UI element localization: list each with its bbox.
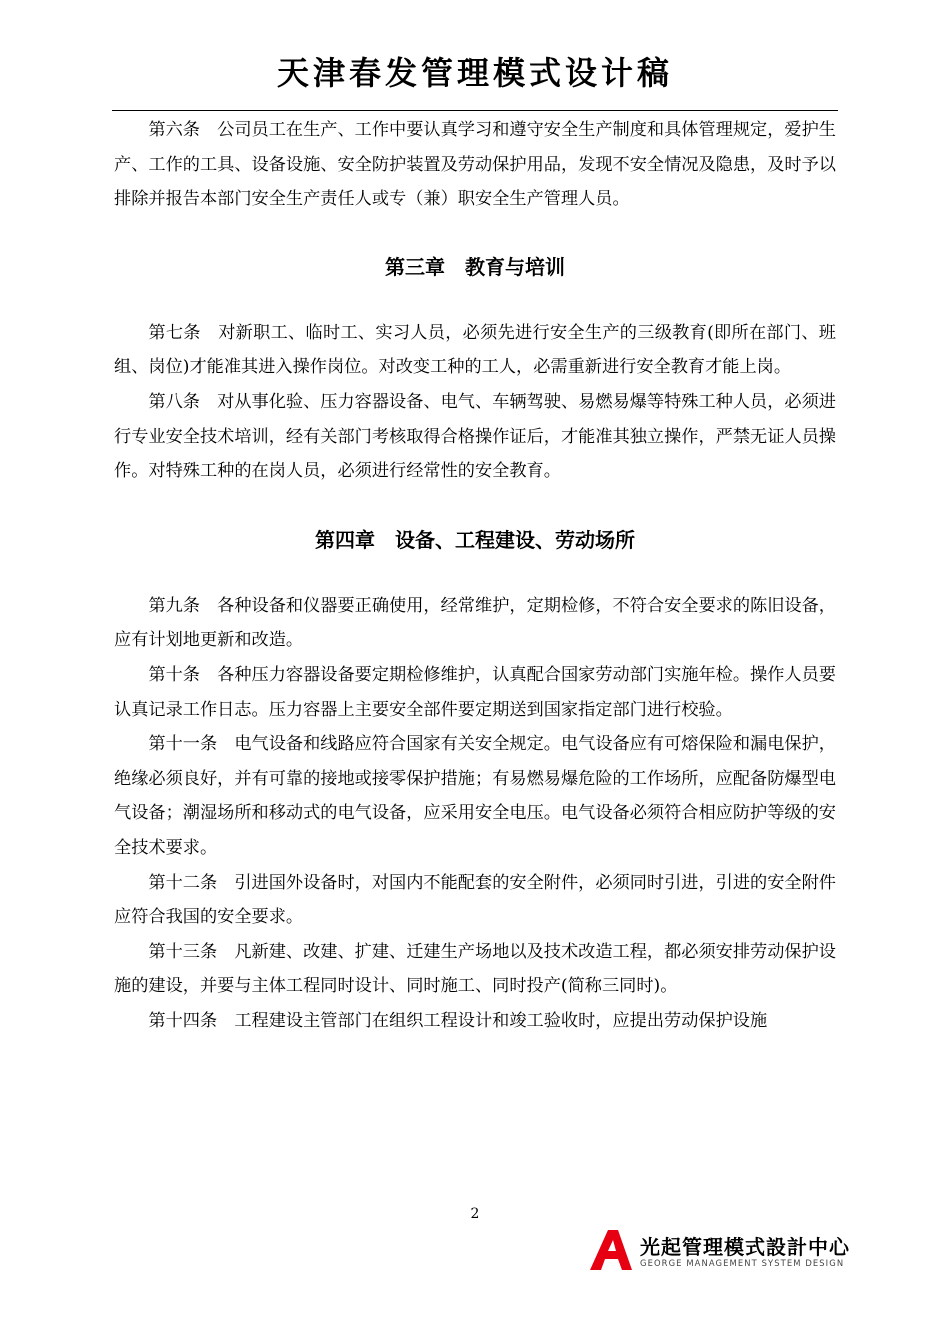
article-6: 第六条 公司员工在生产、工作中要认真学习和遵守安全生产制度和具体管理规定，爱护生产、工作的工具、设备设施、安全防护装置及劳动保护用品，发现不安全情况及隐患，及时予以排除并报告本部门安全生产责任人或专（兼）职安全生产管理人员。: [114, 120, 836, 210]
logo-name-en: GEORGE MANAGEMENT SYSTEM DESIGN: [640, 1258, 845, 1268]
article-9: 第九条 各种设备和仪器要正确使用，经常维护，定期检修，不符合安全要求的陈旧设备，应有计划地更新和改造。: [114, 595, 836, 651]
article-12: 第十二条 引进国外设备时，对国内不能配套的安全附件，必须同时引进，引进的安全附件应符合我国的安全要求。: [114, 872, 836, 928]
article-11: 第十一条 电气设备和线路应符合国家有关安全规定。电气设备应有可熔保险和漏电保护，绝缘必须良好，并有可靠的接地或接零保护措施；有易燃易爆危险的工作场所，应配备防爆型电气设备；潮湿场所和移动式的电气设备，应采用安全电压。电气设备必须符合相应防护等级的安全技术要求。: [114, 734, 836, 858]
article-7: 第七条 对新职工、临时工、实习人员，必须先进行安全生产的三级教育(即所在部门、班组、岗位)才能准其进入操作岗位。对改变工种的工人，必需重新进行安全教育才能上岗。: [114, 322, 836, 378]
logo-name-cn: 光起管理模式設計中心: [640, 1235, 850, 1259]
header-divider: [112, 110, 838, 111]
article-13: 第十三条 凡新建、改建、扩建、迁建生产场地以及技术改造工程，都必须安排劳动保护设施的建设，并要与主体工程同时设计、同时施工、同时投产(简称三同时)。: [114, 941, 836, 997]
document-body: [114, 113, 836, 1038]
article-10: 第十条 各种压力容器设备要定期检修维护，认真配合国家劳动部门实施年检。操作人员要认真记录工作日志。压力容器上主要安全部件要定期送到国家指定部门进行校验。: [114, 664, 836, 720]
page-header-title: 天津春发管理模式设计稿: [276, 54, 673, 92]
logo-a-mark-icon: [588, 1228, 634, 1272]
footer-logo: [588, 1228, 850, 1272]
page-number: 2: [470, 1206, 480, 1222]
chapter-4-title: 第四章 设备、工程建设、劳动场所: [315, 527, 635, 552]
chapter-3-title: 第三章 教育与培训: [385, 254, 565, 279]
article-8: 第八条 对从事化验、压力容器设备、电气、车辆驾驶、易燃易爆等特殊工种人员，必须进行专业安全技术培训，经有关部门考核取得合格操作证后，才能准其独立操作，严禁无证人员操作。对特殊工种的在岗人员，必须进行经常性的安全教育。: [114, 391, 836, 482]
article-14: 第十四条 工程建设主管部门在组织工程设计和竣工验收时，应提出劳动保护设施: [148, 1010, 768, 1031]
